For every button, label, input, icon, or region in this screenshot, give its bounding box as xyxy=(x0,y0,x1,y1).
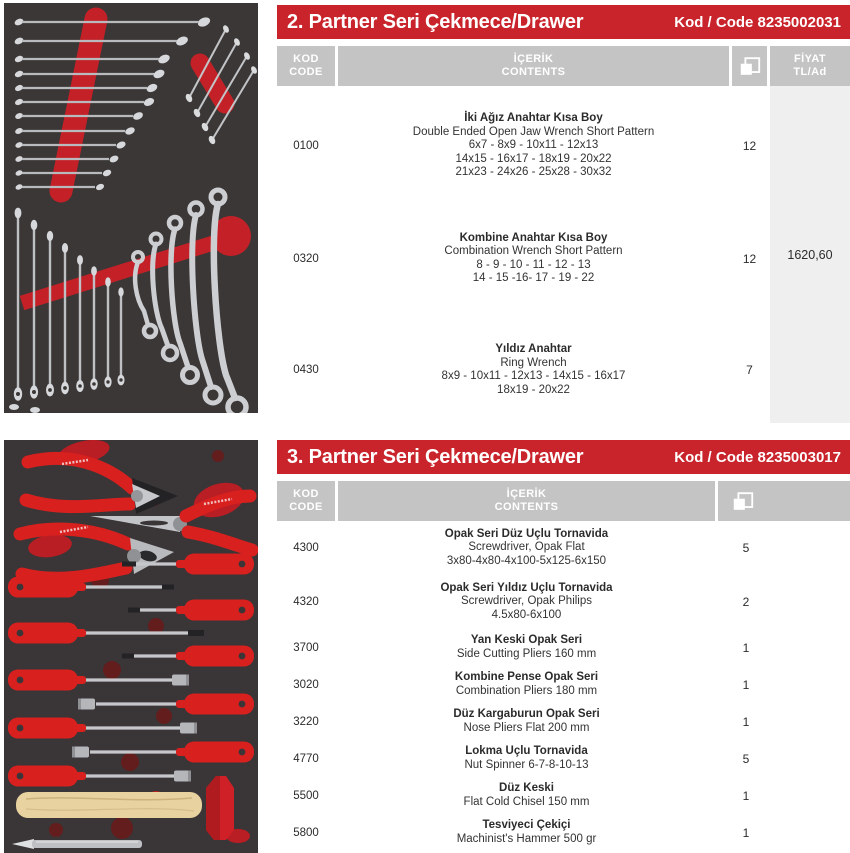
part-title-tr: Düz Kargaburun Opak Seri xyxy=(453,708,600,720)
part-qty: 12 xyxy=(742,139,757,153)
part-sizes: 21x23 - 24x26 - 25x28 - 30x32 xyxy=(455,166,612,179)
part-code: 5500 xyxy=(293,789,319,802)
part-title-tr: Lokma Uçlu Tornavida xyxy=(465,745,588,757)
part-code: 4320 xyxy=(293,596,319,608)
part-qty: 12 xyxy=(742,251,757,266)
part-code: 0430 xyxy=(293,364,319,376)
part-qty: 5 xyxy=(742,541,750,555)
table-row xyxy=(277,521,850,575)
part-qty: 1 xyxy=(742,714,750,729)
part-sizes: 8x9 - 10x11 - 12x13 - 14x15 - 16x17 xyxy=(441,370,626,382)
part-sizes: 14 - 15 -16- 17 - 19 - 22 xyxy=(472,272,595,284)
part-title-tr: Yan Keski Opak Seri xyxy=(470,634,583,646)
table-body xyxy=(277,521,850,851)
part-description xyxy=(338,634,715,661)
table-row xyxy=(277,86,850,206)
part-code: 3220 xyxy=(293,715,319,728)
table-row xyxy=(277,740,850,777)
part-title-tr: Düz Keski xyxy=(499,782,554,794)
section-code: Kod / Code 8235002031 xyxy=(674,13,841,31)
stacked-drawer-icon xyxy=(738,56,762,77)
drawer-3-photo xyxy=(4,440,258,853)
part-description xyxy=(338,745,715,772)
section-code: Kod / Code 8235003017 xyxy=(674,448,841,466)
table-row xyxy=(277,575,850,629)
price-value: 1620,60 xyxy=(770,86,850,423)
table-row xyxy=(277,666,850,703)
part-qty: 1 xyxy=(742,788,750,803)
part-sizes: 6x7 - 8x9 - 10x11 - 12x13 xyxy=(468,139,599,152)
pliers-screwdriver-tray-illustration xyxy=(4,440,258,853)
part-sizes: 14x15 - 16x17 - 18x19 - 20x22 xyxy=(455,152,612,165)
table-row xyxy=(277,206,850,311)
part-title-tr: Tesviyeci Çekiçi xyxy=(482,819,571,831)
section-title: 3. Partner Seri Çekmece/Drawer xyxy=(287,445,584,468)
part-title-en: Ring Wrench xyxy=(500,356,567,369)
part-qty: 2 xyxy=(742,595,750,609)
part-title-en: Double Ended Open Jaw Wrench Short Pattern xyxy=(412,125,655,138)
part-title-en: Nut Spinner 6-7-8-10-13 xyxy=(464,758,589,771)
part-title-en: Flat Cold Chisel 150 mm xyxy=(463,795,590,808)
section-header-bar xyxy=(277,5,850,39)
part-title-tr: İki Ağız Anahtar Kısa Boy xyxy=(464,112,603,125)
part-title-en: Combination Pliers 180 mm xyxy=(455,684,598,697)
part-title-tr: Opak Seri Düz Uçlu Tornavida xyxy=(444,527,609,540)
part-code: 5800 xyxy=(293,826,319,839)
part-code: 3020 xyxy=(293,678,319,691)
col-qty-header xyxy=(732,46,767,86)
part-code: 3700 xyxy=(293,641,319,654)
part-sizes: 3x80-4x80-4x100-5x125-6x150 xyxy=(446,554,607,567)
part-code: 0320 xyxy=(293,252,319,265)
part-qty: 1 xyxy=(742,825,750,840)
part-description xyxy=(338,112,729,180)
part-title-en: Side Cutting Pliers 160 mm xyxy=(456,647,597,660)
part-code: 4300 xyxy=(293,542,319,554)
part-title-tr: Opak Seri Yıldız Uçlu Tornavida xyxy=(440,581,613,594)
part-title-tr: Yıldız Anahtar xyxy=(495,343,572,355)
part-title-en: Screwdriver, Opak Flat xyxy=(468,541,585,554)
col-code-header: KOD CODE xyxy=(277,46,335,86)
section-header-bar xyxy=(277,440,850,474)
part-qty: 5 xyxy=(742,751,750,766)
part-description xyxy=(338,671,715,698)
drawer-2-photo xyxy=(4,3,258,413)
col-contents-header: İÇERİK CONTENTS xyxy=(338,46,729,86)
part-title-en: Screwdriver, Opak Philips xyxy=(460,595,593,608)
part-sizes: 8 - 9 - 10 - 11 - 12 - 13 xyxy=(476,258,591,271)
part-title-en: Nose Pliers Flat 200 mm xyxy=(463,721,590,734)
table-body xyxy=(277,86,850,429)
part-code: 0100 xyxy=(293,140,319,152)
table-row xyxy=(277,814,850,851)
table-row xyxy=(277,777,850,814)
part-code: 4770 xyxy=(293,752,319,765)
section-title: 2. Partner Seri Çekmece/Drawer xyxy=(287,10,584,33)
part-description xyxy=(338,343,729,397)
part-description xyxy=(338,582,715,623)
stacked-drawer-icon xyxy=(731,491,755,512)
section-drawer-3 xyxy=(277,440,850,851)
part-description xyxy=(338,528,715,569)
part-qty: 7 xyxy=(746,363,753,377)
part-description xyxy=(338,819,715,846)
part-title-en: Machinist's Hammer 500 gr xyxy=(456,832,597,845)
col-price-header: FİYAT TL/Ad xyxy=(770,46,850,86)
col-qty-header xyxy=(718,481,850,521)
section-drawer-2 xyxy=(277,5,850,429)
table-header-row xyxy=(277,481,850,521)
part-qty: 1 xyxy=(742,640,750,655)
table-row xyxy=(277,703,850,740)
col-contents-header: İÇERİK CONTENTS xyxy=(338,481,715,521)
col-code-header: KOD CODE xyxy=(277,481,335,521)
part-title-tr: Kombine Anahtar Kısa Boy xyxy=(459,231,608,244)
part-qty: 1 xyxy=(742,677,750,692)
part-title-tr: Kombine Pense Opak Seri xyxy=(454,671,599,683)
part-description xyxy=(338,232,729,286)
part-sizes: 4.5x80-6x100 xyxy=(491,608,562,621)
part-sizes: 18x19 - 20x22 xyxy=(497,383,570,396)
table-header-row xyxy=(277,46,850,86)
part-description xyxy=(338,782,715,809)
part-title-en: Combination Wrench Short Pattern xyxy=(444,245,623,257)
table-row xyxy=(277,629,850,666)
wrench-tray-illustration xyxy=(4,3,258,413)
part-description xyxy=(338,708,715,735)
table-row xyxy=(277,311,850,429)
